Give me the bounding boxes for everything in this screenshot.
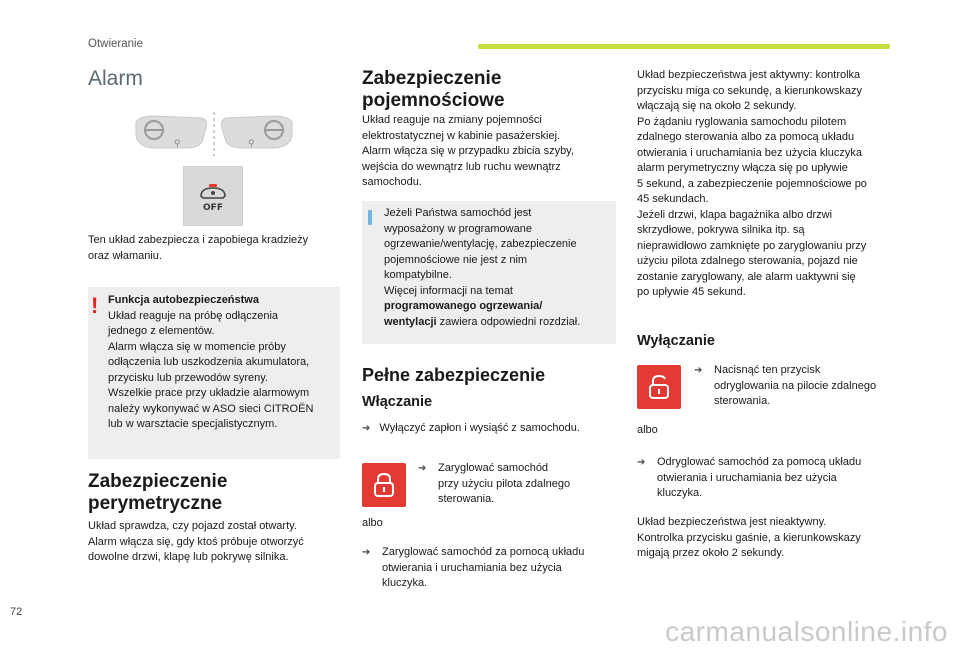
warning-exclamation-icon: ! (91, 293, 99, 318)
watermark: carmanualsonline.info (665, 616, 948, 647)
info-line: Więcej informacji na temat (384, 284, 513, 297)
active-line: skrzydłowe, pokrywa silnika itp. są (637, 224, 805, 236)
active-line: 45 sekundach. (637, 193, 709, 205)
active-line: przycisku miga co sekundę, a kierunkowskazy (637, 84, 862, 97)
lock-line: przy użyciu pilota zdalnego (438, 477, 571, 490)
volumetric-text (362, 113, 612, 191)
section-label: Otwieranie (88, 38, 143, 50)
warning-line: jednego z elementów. (108, 325, 215, 337)
info-last-line (384, 315, 612, 331)
info-bold-term: wentylacji (384, 315, 437, 328)
alt-lock-line: kluczyka. (382, 577, 428, 589)
activation-heading: Włączanie (362, 394, 433, 410)
active-description (637, 68, 897, 301)
active-line: alarm perymetryczny włącza się po upływie (637, 162, 848, 174)
perimeter-line: Układ sprawdza, czy pojazd został otwarty. (88, 520, 297, 532)
active-line: nieprawidłowo zamknięte po zaryglowaniu przy (637, 239, 867, 252)
info-line: ogrzewanie/wentylację, zabezpieczenie (384, 238, 577, 250)
page-title: Alarm (88, 67, 143, 90)
inactive-line: migają przez około 2 sekundy. (637, 547, 785, 559)
alarm-off-icon (193, 176, 233, 216)
lock-line: sterowania. (438, 493, 495, 505)
unlock-line: odryglowania na pilocie zdalnego (714, 379, 877, 392)
warning-line: odłączenia lub uszkodzenia akumulatora, (108, 356, 310, 368)
active-line: włączają się na około 2 sekundy. (637, 100, 797, 112)
info-line: kompatybilne. (384, 269, 452, 281)
info-icon (368, 210, 372, 225)
info-line: Jeżeli Państwa samochód jest (384, 207, 532, 219)
warning-line: należy wykonywać w ASO sieci CITROËN (108, 402, 314, 415)
perimeter-heading-line: Zabezpieczenie (88, 471, 228, 492)
warning-text (108, 293, 340, 433)
perimeter-heading (88, 471, 227, 515)
active-line: 5 sekund, a zabezpieczenie pojemnościowe po (637, 177, 867, 190)
svg-text:⚲: ⚲ (174, 139, 181, 149)
deactivation-heading: Wyłączanie (637, 333, 715, 349)
active-line: użyciu pilota zdalnego sterowania, pojazd nie (637, 255, 858, 267)
active-line: otwierania i uruchamiania bez użycia kluczyka (637, 146, 862, 159)
warning-line: przycisku lub przewodów syreny. (108, 371, 268, 384)
volumetric-line: samochodu. (362, 176, 422, 188)
off-label: OFF (203, 203, 223, 213)
volumetric-line: Alarm włącza się w przypadku zbicia szyby, (362, 145, 574, 157)
volumetric-heading-line: Zabezpieczenie (362, 68, 502, 89)
lock-button-illustration (362, 463, 406, 507)
unlock-step (694, 363, 894, 410)
svg-text:⚲: ⚲ (248, 139, 255, 149)
perimeter-line: Alarm włącza się, gdy ktoś próbuje otworzyć (88, 535, 304, 548)
lock-step (418, 461, 618, 508)
lock-line: Zaryglować samochód (438, 462, 549, 474)
unlock-button-illustration (637, 365, 681, 409)
bullet-arrow-icon: ➔ (362, 423, 371, 434)
active-line: Jeżeli drzwi, klapa bagażnika albo drzwi (637, 208, 833, 221)
or-separator: albo (637, 424, 658, 436)
alt-unlock-line: otwierania i uruchamiania bez użycia (657, 471, 837, 484)
info-tail: zawiera odpowiedni rozdział. (436, 315, 581, 328)
section-accent-bar (478, 44, 890, 49)
warning-line: Układ reaguje na próbę odłączenia (108, 309, 279, 322)
inactive-line: Kontrolka przycisku gaśnie, a kierunkowskazy (637, 531, 861, 544)
activation-step (362, 421, 622, 437)
full-protection-heading: Pełne zabezpieczenie (362, 365, 546, 385)
alt-unlock-line: kluczyka. (657, 487, 703, 499)
alt-lock-line: Zaryglować samochód za pomocą układu (382, 546, 585, 558)
alt-lock-line: otwierania i uruchamiania bez użycia (382, 561, 562, 574)
unlock-line: Nacisnąć ten przycisk (714, 364, 821, 376)
intro-line: oraz włamaniu. (88, 249, 162, 262)
mirrors-illustration (132, 112, 296, 156)
active-line: zdalnego sterowania albo za pomocą układu (637, 131, 855, 143)
perimeter-line: dowolne drzwi, klapę lub pokrywę silnika. (88, 551, 289, 563)
volumetric-heading-line: pojemnościowe (362, 90, 505, 111)
info-line: pojemnościowe nie jest z nim (384, 253, 528, 266)
intro-line: Ten układ zabezpiecza i zapobiega kradzieży (88, 234, 309, 246)
volumetric-heading (362, 68, 505, 112)
intro-text (88, 233, 348, 264)
bullet-arrow-icon: ➔ (694, 365, 703, 376)
lock-icon (373, 472, 395, 498)
volumetric-line: elektrostatycznej w kabinie pasażerskiej. (362, 129, 561, 142)
alt-lock-step (362, 545, 622, 592)
perimeter-text (88, 519, 348, 566)
inactive-description (637, 515, 897, 562)
page-number: 72 (10, 606, 23, 618)
alarm-off-button-illustration (183, 166, 243, 226)
alt-unlock-step (637, 455, 897, 502)
volumetric-line: wejścia do wewnątrz lub ruchu wewnątrz (362, 160, 561, 173)
alt-unlock-line: Odryglować samochód za pomocą układu (657, 456, 862, 468)
bullet-arrow-icon: ➔ (637, 457, 646, 468)
unlock-icon (648, 374, 670, 400)
activation-step-text: Wyłączyć zapłon i wysiąść z samochodu. (379, 422, 580, 434)
inactive-line: Układ bezpieczeństwa jest nieaktywny. (637, 516, 827, 528)
volumetric-line: Układ reaguje na zmiany pojemności (362, 114, 542, 126)
warning-line: Alarm włącza się w momencie próby (108, 340, 286, 353)
active-line: zostanie zaryglowany, ale alarm uaktywni się (637, 270, 856, 283)
info-text (384, 206, 612, 330)
warning-title: Funkcja autobezpieczeństwa (108, 294, 259, 306)
warning-line: lub w warsztacie specjalistycznym. (108, 418, 278, 430)
active-line: po upływie 45 sekund. (637, 286, 746, 298)
bullet-arrow-icon: ➔ (362, 547, 371, 558)
or-separator: albo (362, 517, 383, 529)
active-line: Układ bezpieczeństwa jest aktywny: kontrolka (637, 69, 861, 81)
perimeter-heading-line: perymetryczne (88, 493, 223, 514)
info-bold-line: programowanego ogrzewania/ (384, 300, 543, 312)
unlock-line: sterowania. (714, 395, 771, 407)
info-line: wyposażony w programowane (384, 222, 532, 235)
bullet-arrow-icon: ➔ (418, 463, 427, 474)
active-line: Po żądaniu ryglowania samochodu pilotem (637, 115, 847, 128)
warning-line: Wszelkie prace przy układzie alarmowym (108, 387, 310, 399)
